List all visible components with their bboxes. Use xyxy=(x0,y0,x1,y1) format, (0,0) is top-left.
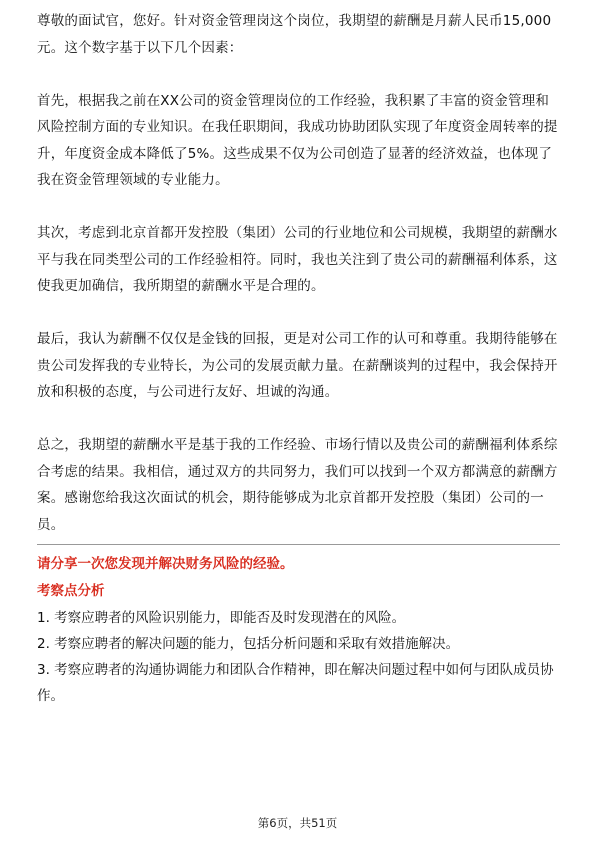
answer-paragraph-4: 最后，我认为薪酬不仅仅是金钱的回报，更是对公司工作的认可和尊重。我期待能够在贵公司发挥我的专业特长，为公司的发展贡献力量。在薪酬谈判的过程中，我会保持开放和积极的态度，与公司进行友好、坦诚的沟通。 xyxy=(37,331,558,400)
answer-paragraph-3: 其次，考虑到北京首都开发控股（集团）公司的行业地位和公司规模，我期望的薪酬水平与我在同类型公司的工作经验相符。同时，我也关注到了贵公司的薪酬福利体系，这使我更加确信，我所期望的薪酬水平是合理的。 xyxy=(37,225,558,294)
page-content xyxy=(37,8,562,709)
answer-paragraph-5: 总之，我期望的薪酬水平是基于我的工作经验、市场行情以及贵公司的薪酬福利体系综合考虑的结果。我相信，通过双方的共同努力，我们可以找到一个双方都满意的薪酬方案。感谢您给我这次面试的机会，期待能够成为北京首都开发控股（集团）公司的一员。 xyxy=(37,437,558,533)
page-number: 第6页，共51页 xyxy=(257,816,338,830)
section-divider xyxy=(37,544,560,545)
analysis-point-1: 1. 考察应聘者的风险识别能力，即能否及时发现潜在的风险。 xyxy=(37,610,406,626)
answer-paragraph-1: 尊敬的面试官，您好。针对资金管理岗这个岗位，我期望的薪酬是月薪人民币15,000元。这个数字基于以下几个因素： xyxy=(37,13,552,56)
question-title: 请分享一次您发现并解决财务风险的经验。 xyxy=(37,556,294,572)
analysis-point-2: 2. 考察应聘者的解决问题的能力，包括分析问题和采取有效措施解决。 xyxy=(37,636,460,652)
analysis-point-3: 3. 考察应聘者的沟通协调能力和团队合作精神，即在解决问题过程中如何与团队成员协作。 xyxy=(37,662,554,704)
analysis-heading: 考察点分析 xyxy=(37,583,105,599)
answer-paragraph-2: 首先，根据我之前在XX公司的资金管理岗位的工作经验，我积累了丰富的资金管理和风险控制方面的专业知识。在我任职期间，我成功协助团队实现了年度资金周转率的提升，年度资金成本降低了5%。这些成果不仅为公司创造了显著的经济效益，也体现了我在资金管理领域的专业能力。 xyxy=(37,92,558,188)
